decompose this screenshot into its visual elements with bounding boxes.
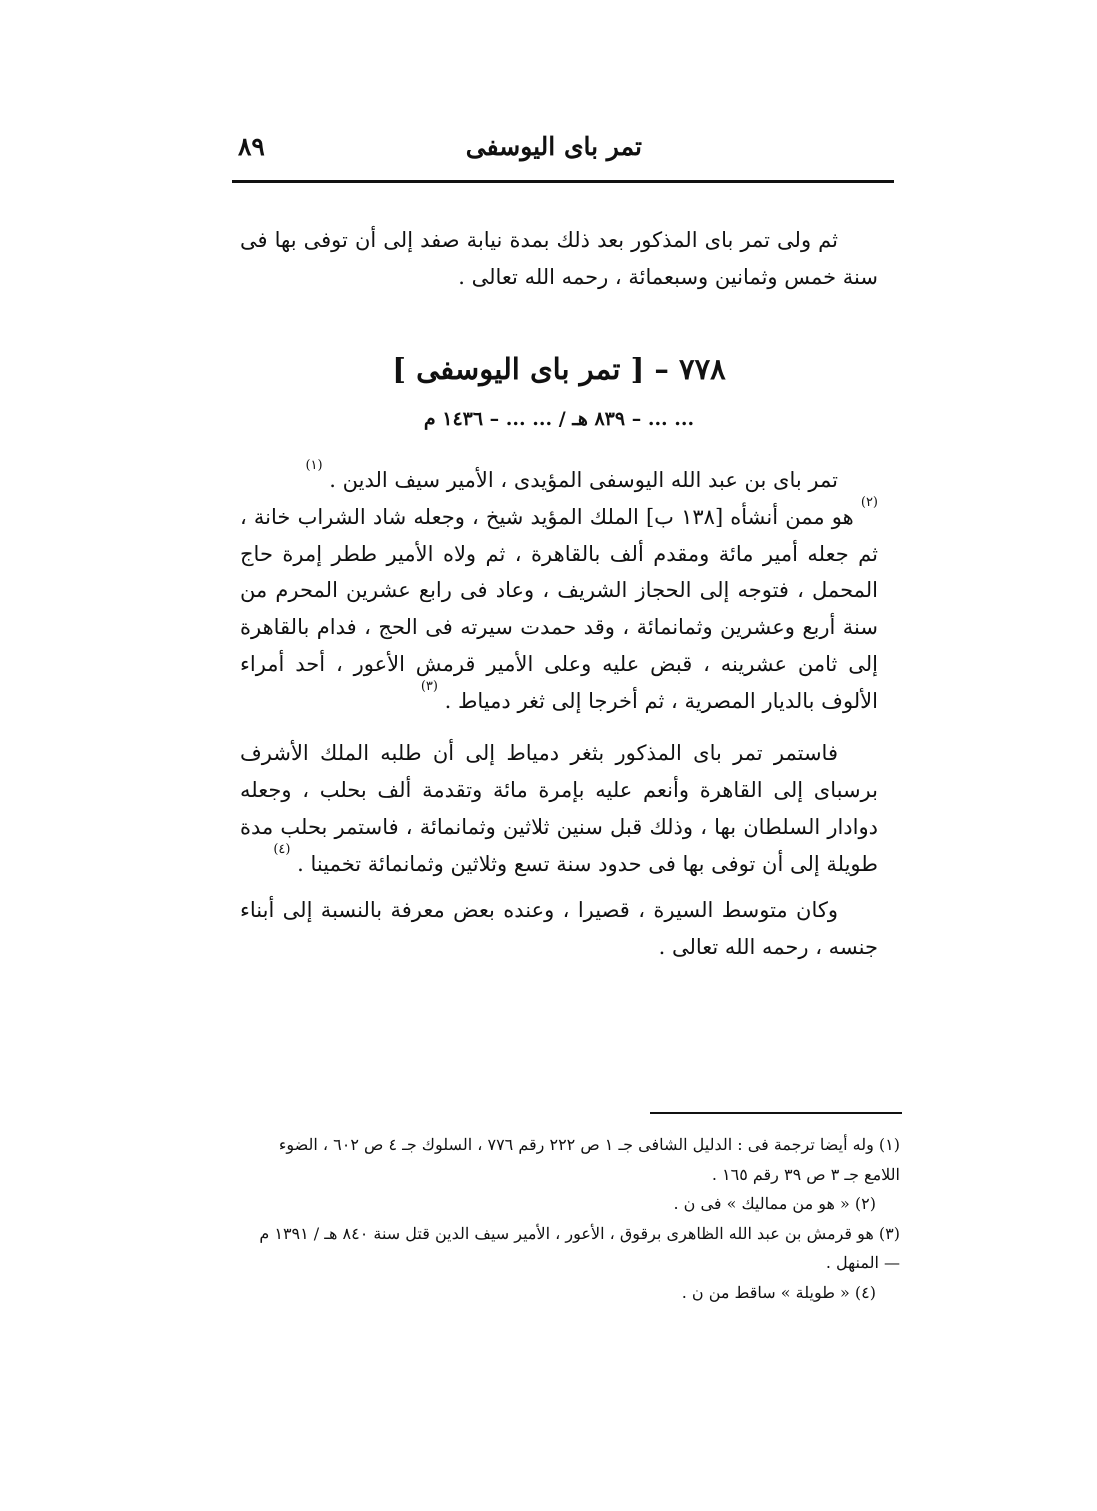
career-paragraph <box>240 494 878 720</box>
footnote-marker-1: (١) <box>305 458 323 473</box>
name-text: تمر باى بن عبد الله اليوسفى المؤيدى ، الأمير سيف الدين . <box>329 468 838 492</box>
intro-paragraph: ثم ولى تمر باى المذكور بعد ذلك بمدة نيابة صفد إلى أن توفى بها فى سنة خمس وثمانين وسبعمائة ، رحمه الله تعالى . <box>240 228 878 289</box>
page-number: ٨٩ <box>238 132 265 161</box>
footnote-marker-2: (٢) <box>860 494 878 510</box>
footnote-2: (٢) « هو من مماليك » فى ن . <box>673 1194 876 1214</box>
header-rule <box>232 180 894 183</box>
running-head <box>232 128 892 172</box>
name-line <box>240 458 878 499</box>
character-paragraph: وكان متوسط السيرة ، قصيرا ، وعنده بعض معرفة بالنسبة إلى أبناء جنسه ، رحمه الله تعالى . <box>240 898 878 959</box>
footnote-1: (١) وله أيضا ترجمة فى : الدليل الشافى جـ ١ ص ٢٢٢ رقم ٧٧٦ ، السلوك جـ ٤ ص ٦٠٢ ، الضوء اللامع جـ ٣ ص ٣٩ رقم ١٦٥ . <box>278 1135 900 1184</box>
footnote-marker-3: (٣) <box>420 678 438 694</box>
footnote-3: (٣) هو قرمش بن عبد الله الظاهرى برقوق ، الأعور ، الأمير سيف الدين قتل سنة ٨٤٠ هـ / ١٣٩١ م — المنهل . <box>259 1223 900 1273</box>
intro-block <box>240 222 878 296</box>
footnote-marker-4: (٤) <box>273 841 291 857</box>
entry-heading: ٧٧٨ – [ تمر باى اليوسفى ] <box>392 352 726 386</box>
footnote-rule <box>650 1112 902 1114</box>
entry-body <box>240 458 878 966</box>
running-title: تمر باى اليوسفى <box>465 132 642 161</box>
career-text: هو ممن أنشأه [١٣٨ ب] الملك المؤيد شيخ ، وجعله شاد الشراب خانة ، ثم جعله أمير مائة ومقدم ألف بالقاهرة ، ثم ولاه الأمير ططر إمرة حاج المحمل ، فتوجه إلى الحجاز الشريف ، وعاد فى رابع عشرين المحرم من سنة أربع وعشرين وثمانمائة ، وقد حمدت سيرته فى الحج ، فدام بالقاهرة إلى ثامن عشرينه ، قبض عليه وعلى الأمير قرمش الأعور ، أحد أمراء الألوف بالديار المصرية ، ثم أخرجا إلى ثغر دمياط . <box>240 504 878 713</box>
footnote-4: (٤) « طويلة » ساقط من ن . <box>681 1282 876 1302</box>
aleppo-paragraph <box>240 735 878 882</box>
footnotes <box>240 1130 900 1308</box>
entry-dates: ... ... – ٨٣٩ هـ / ... ... – ١٤٣٦ م <box>423 408 695 430</box>
aleppo-text: فاستمر تمر باى المذكور بثغر دمياط إلى أن طلبه الملك الأشرف برسباى إلى القاهرة وأنعم عليه بإمرة مائة وتقدمة ألف بحلب ، وجعله دوادار السلطان بها ، وذلك قبل سنين ثلاثين وثمانمائة ، فاستمر بحلب مدة طويلة إلى أن توفى بها فى حدود سنة تسع وثلاثين وثمانمائة تخمينا . <box>240 741 878 876</box>
